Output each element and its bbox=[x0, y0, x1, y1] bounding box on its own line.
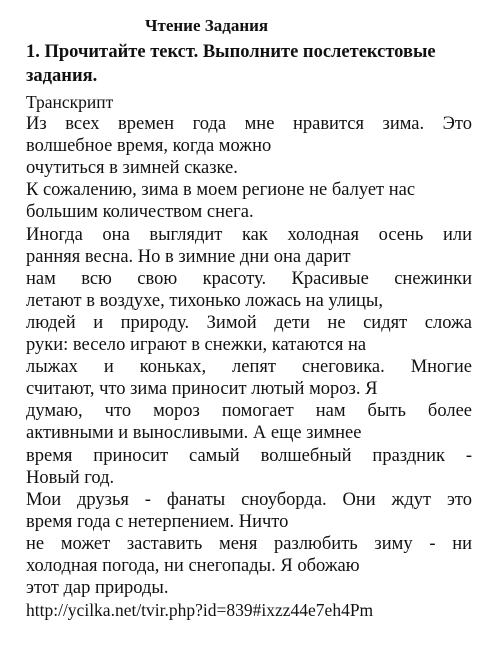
text-line: нам всю свою красоту. Красивые снежинки bbox=[26, 268, 472, 289]
text-line: очутиться в зимней сказке. bbox=[26, 158, 238, 179]
text-line: время приносит самый волшебный праздник - bbox=[26, 445, 472, 466]
transcript-label: Транскрипт bbox=[26, 92, 114, 112]
text-line: этот дар природы. bbox=[26, 578, 169, 599]
text-line: ранняя весна. Но в зимние дни она дарит bbox=[26, 246, 351, 267]
text-line: не может заставить меня разлюбить зиму - ни bbox=[26, 533, 472, 554]
text-line: активными и выносливыми. А еще зимнее bbox=[26, 423, 362, 444]
text-line: большим количеством снега. bbox=[26, 202, 254, 223]
text-line: Новый год. bbox=[26, 467, 115, 488]
text-line: летают в воздухе, тихонько ложась на улицы, bbox=[26, 290, 383, 311]
text-line: думаю, что мороз помогает нам быть более bbox=[26, 401, 472, 422]
task-line: задания. bbox=[26, 66, 98, 86]
task-line: 1. Прочитайте текст. Выполните послетекстовые bbox=[26, 42, 436, 62]
text-line: холодная погода, ни снегопады. Я обожаю bbox=[26, 555, 360, 576]
text-line: волшебное время, когда можно bbox=[26, 136, 272, 157]
text-line: считают, что зима приносит лютый мороз. Я bbox=[26, 379, 378, 400]
text-line: руки: весело играют в снежки, катаются на bbox=[26, 335, 367, 356]
text-line: Иногда она выглядит как холодная осень или bbox=[26, 224, 472, 245]
text-line: людей и природу. Зимой дети не сидят сложа bbox=[26, 312, 472, 333]
text-line: лыжах и коньках, лепят снеговика. Многие bbox=[26, 357, 472, 378]
text-line: Из всех времен года мне нравится зима. Это bbox=[26, 114, 472, 135]
transcript-body bbox=[26, 91, 472, 621]
text-line: К сожалению, зима в моем регионе не балует нас bbox=[26, 180, 416, 201]
page-heading: Чтение Задания bbox=[145, 16, 269, 35]
text-line: Мои друзья - фанаты сноуборда. Они ждут это bbox=[26, 489, 472, 510]
text-line: время года с нетерпением. Ничто bbox=[26, 511, 289, 532]
source-url: http://ycilka.net/tvir.php?id=839#ixzz44e7eh4Pm bbox=[26, 600, 374, 621]
task-instruction bbox=[26, 40, 472, 88]
